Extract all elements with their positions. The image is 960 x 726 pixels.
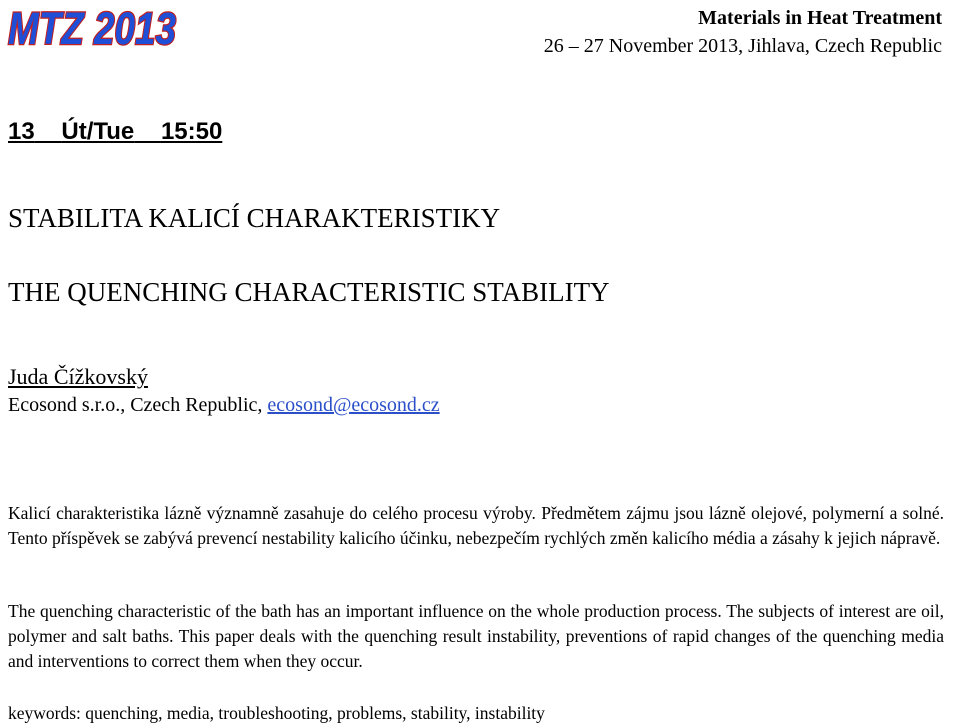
session-time: 15:50 <box>160 118 223 145</box>
title-english: THE QUENCHING CHARACTERISTIC STABILITY <box>8 277 610 307</box>
conference-name: Materials in Heat Treatment <box>698 7 942 29</box>
email-link[interactable]: ecosond@ecosond.cz <box>267 394 440 416</box>
conference-header <box>544 4 942 60</box>
abstract-english: The quenching characteristic of the bath has an important influence on the whole production process. The subjects of interest are oil, polymer and salt baths. This paper deals with the quenching result instability, preventions of rapid changes of the quenching media and interventions to correct them when they occur. <box>8 601 944 671</box>
session-day: Út/Tue <box>61 118 135 145</box>
author-name: Juda Čížkovský <box>8 364 148 389</box>
affiliation-text: Ecosond s.r.o., Czech Republic, <box>8 394 268 416</box>
conference-date-location: 26 – 27 November 2013, Jihlava, Czech Republic <box>543 35 942 57</box>
keywords: keywords: quenching, media, troubleshooting, problems, stability, instability <box>8 703 545 723</box>
title-czech: STABILITA KALICÍ CHARAKTERISTIKY <box>8 203 501 233</box>
mtz-2013-logo <box>6 2 178 52</box>
abstract-czech: Kalicí charakteristika lázně významně zasahuje do celého procesu výroby. Předmětem zájmu jsou lázně olejové, polymerní a solné. Tento příspěvek se zabývá prevencí nestability kalicího účinku, nebezpečím rychlých změn kalicího média a zásahy k jejich nápravě. <box>8 503 944 548</box>
session-info <box>8 118 222 146</box>
author-affiliation <box>8 394 440 417</box>
session-number: 13 <box>8 118 35 145</box>
logo-text: MTZ 2013 <box>8 3 176 54</box>
